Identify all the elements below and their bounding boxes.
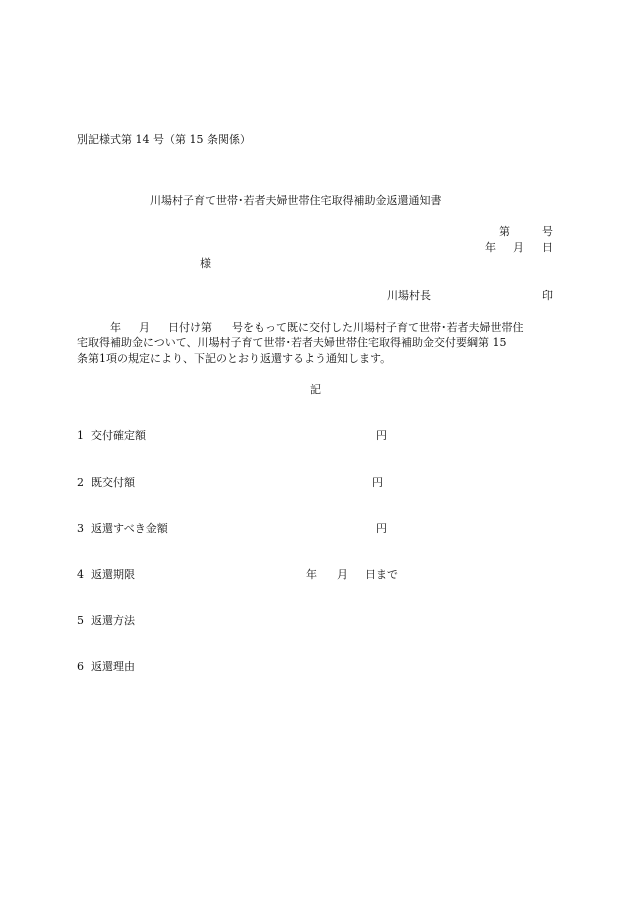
document-title: 川場村子育て世帯･若者夫婦世帯住宅取得補助金返還通知書: [150, 194, 442, 207]
sender-seal-mark: 印: [542, 289, 553, 302]
item-unit-yen: 円: [376, 429, 387, 442]
date-year-label: 年: [485, 241, 496, 254]
body-day-ref: 日付け第: [168, 321, 212, 334]
body-month-label: 月: [139, 321, 150, 334]
item-label-confirmed-amount: 交付確定額: [91, 429, 146, 442]
number-prefix: 第: [499, 225, 510, 238]
body-line1-rest: 号をもって既に交付した川場村子育て世帯･若者夫婦世帯住: [232, 321, 524, 334]
item-label-refund-reason: 返還理由: [91, 660, 135, 673]
body-paragraph-line-1: [77, 322, 524, 333]
ki-heading: 記: [310, 383, 321, 396]
body-year-label: 年: [110, 321, 121, 334]
deadline-month-label: 月: [337, 568, 348, 581]
item-unit-yen: 円: [372, 476, 383, 489]
item-number: 5: [77, 614, 84, 627]
date-day-label: 日: [542, 241, 553, 254]
item-number: 4: [77, 568, 84, 581]
item-label-refund-amount: 返還すべき金額: [91, 522, 168, 535]
form-label: 別記様式第 14 号（第 15 条関係）: [77, 133, 251, 146]
recipient-honorific: 様: [200, 257, 211, 270]
body-paragraph-line-2: 宅取得補助金について、川場村子育て世帯･若者夫婦世帯住宅取得補助金交付要綱第 15: [77, 336, 507, 349]
item-label-refund-deadline: 返還期限: [91, 568, 135, 581]
item-unit-yen: 円: [376, 522, 387, 535]
item-number: 1: [77, 429, 84, 442]
item-number: 2: [77, 476, 84, 489]
deadline-year-label: 年: [306, 568, 317, 581]
item-number: 6: [77, 660, 84, 673]
deadline-day-until-label: 日まで: [365, 568, 398, 581]
body-paragraph-line-3: 条第1項の規定により、下記のとおり返還するよう通知します。: [77, 352, 392, 365]
sender-name: 川場村長: [387, 289, 431, 302]
item-label-refund-method: 返還方法: [91, 614, 135, 627]
date-month-label: 月: [513, 241, 524, 254]
number-suffix: 号: [542, 225, 553, 238]
item-number: 3: [77, 522, 84, 535]
item-label-paid-amount: 既交付額: [91, 476, 135, 489]
